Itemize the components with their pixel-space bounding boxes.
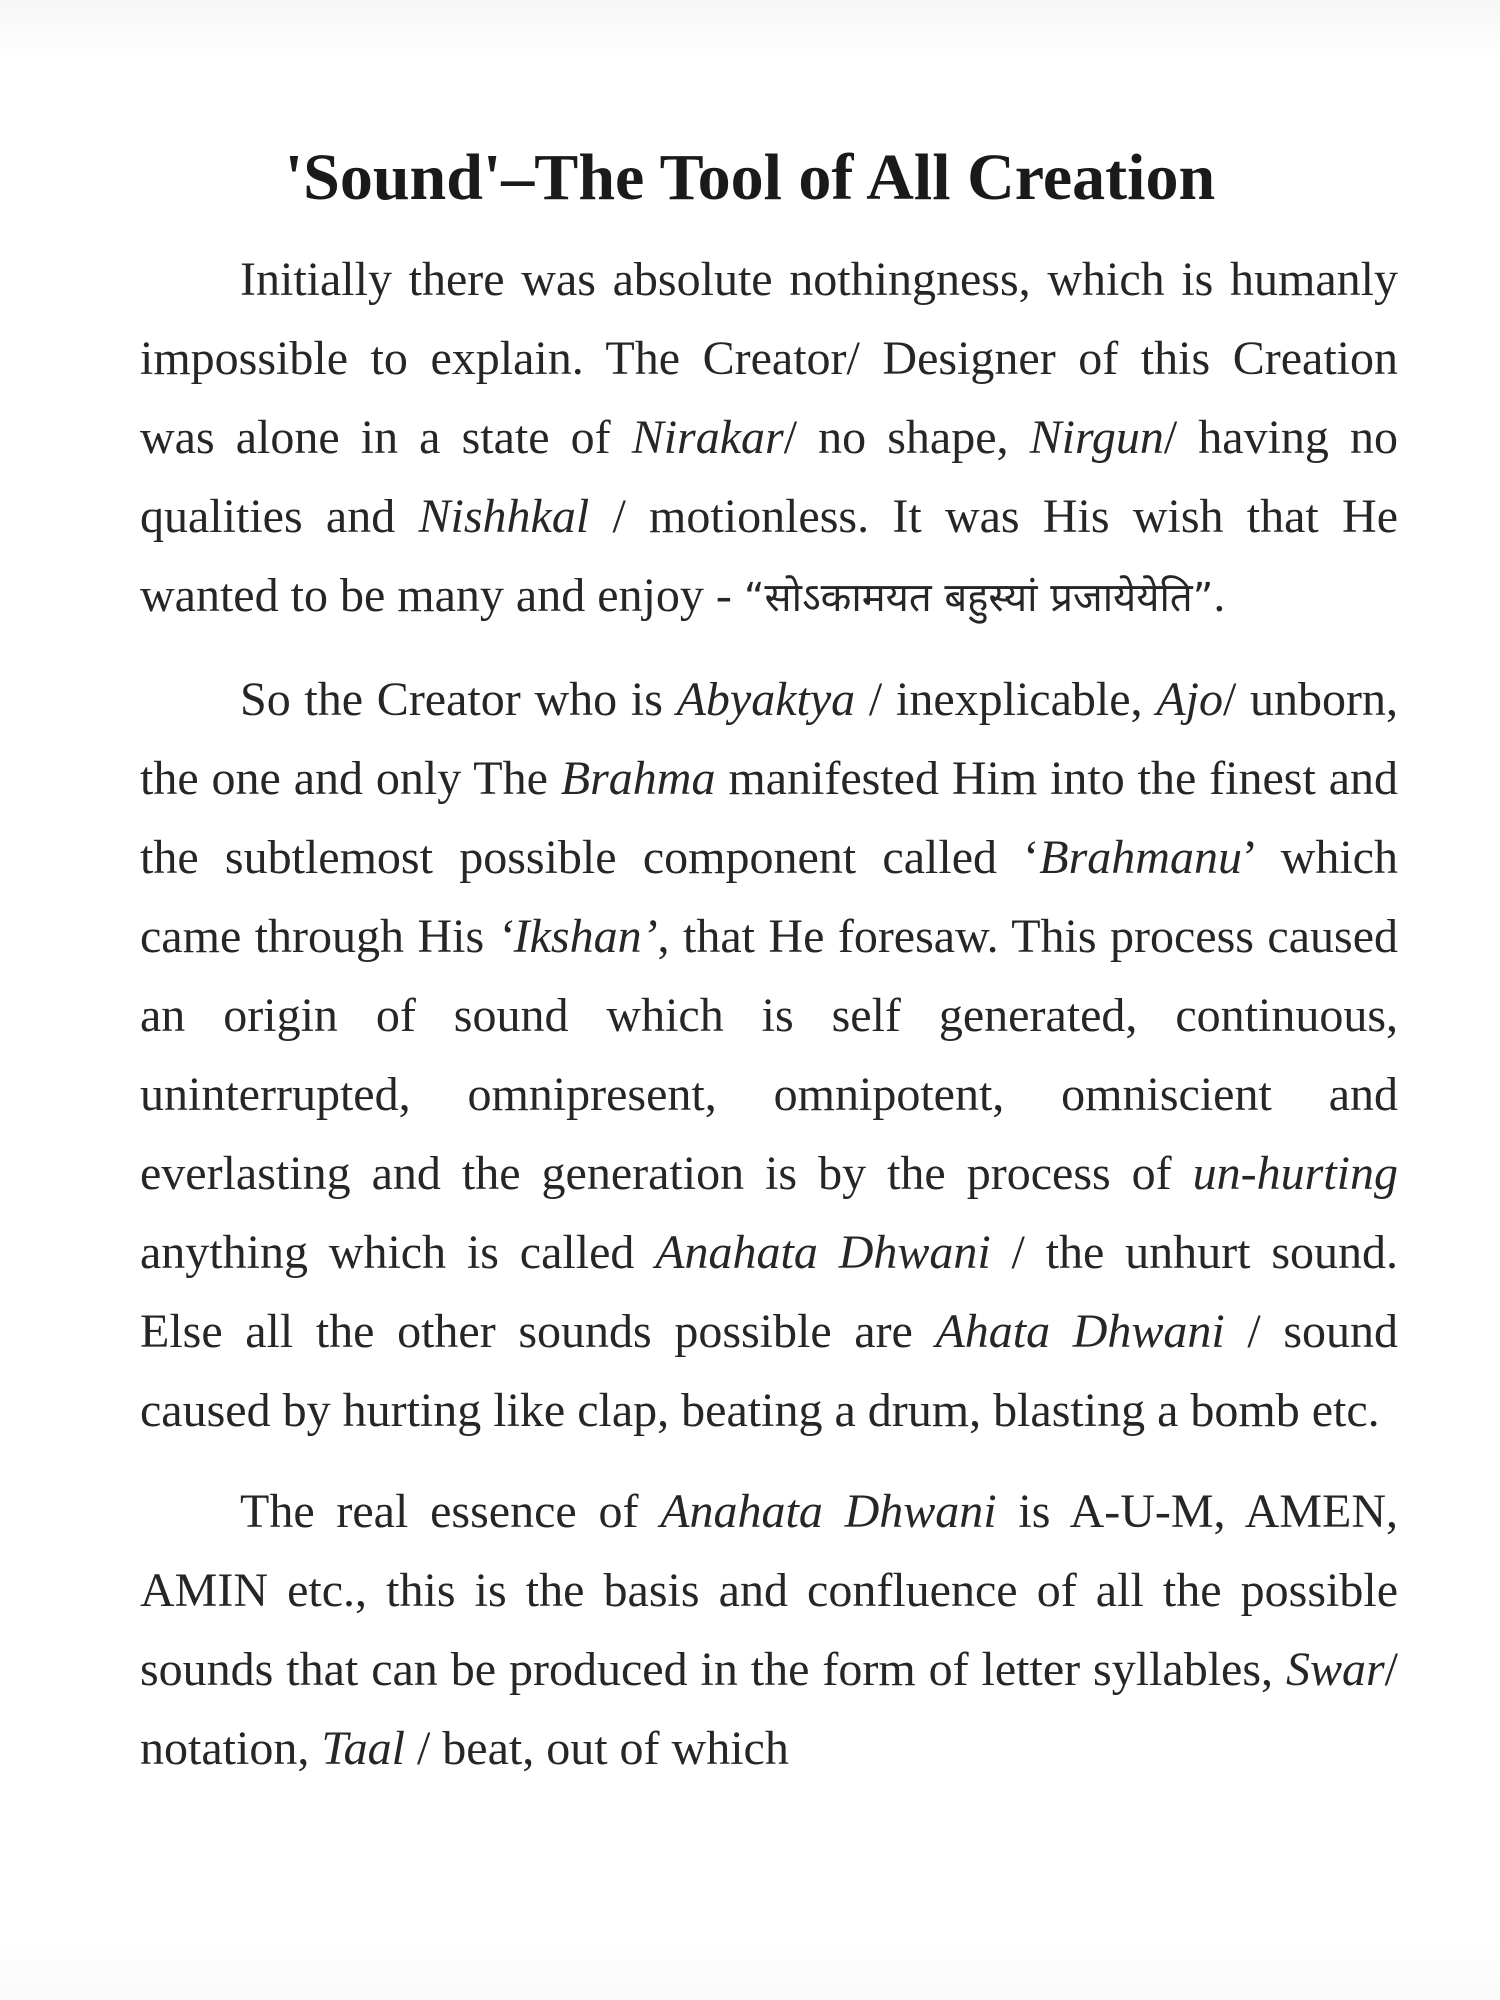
italic-term: Taal	[321, 1722, 405, 1775]
paragraph	[140, 660, 1398, 1450]
text-run: is A-U-M, AMEN, AMIN etc., this is the basis and confluence of all the possible sounds that can be produced in the form of letter syllables,	[140, 1485, 1398, 1696]
text-run: / having no qualities and	[140, 411, 1399, 543]
italic-term: Anahata Dhwani	[660, 1485, 997, 1538]
text-run: / beat, out of which	[404, 1722, 789, 1775]
page-title: 'Sound'–The Tool of All Creation	[284, 141, 1216, 214]
italic-term: Nirgun	[1029, 411, 1164, 464]
text-run: / inexplicable,	[855, 673, 1157, 726]
italic-term: un-hurting	[1192, 1147, 1398, 1200]
text-run: anything which is called	[140, 1226, 656, 1279]
text-run: / sound caused by hurting like clap, beating a drum, blasting a bomb etc.	[140, 1305, 1399, 1437]
italic-term: Nishhkal	[418, 490, 590, 543]
text-run: / the unhurt sound. Else all the other sounds possible are	[140, 1226, 1398, 1358]
text-run: So the Creator who is	[240, 673, 677, 726]
text-run: / notation,	[140, 1643, 1398, 1775]
paragraph	[140, 240, 1398, 638]
italic-term: ‘Ikshan’	[497, 910, 658, 963]
sanskrit-quote: “सोऽकामयत बहुस्यां प्रजायेयेति”	[743, 575, 1214, 621]
text-run: / motionless. It was His wish that He wanted to be many and enjoy -	[140, 490, 1399, 622]
italic-term: Brahma	[560, 752, 716, 805]
text-run: .	[1213, 569, 1226, 622]
body-text	[140, 240, 1398, 1788]
italic-term: Swar	[1285, 1643, 1385, 1696]
italic-term: Abyaktya	[676, 673, 856, 726]
paragraph	[140, 1472, 1398, 1788]
text-run: / unborn, the one and only The	[140, 673, 1398, 805]
italic-term: Ajo	[1156, 673, 1223, 726]
text-run: / no shape,	[783, 411, 1030, 464]
italic-term: Anahata Dhwani	[655, 1226, 991, 1279]
text-run: The real essence of	[240, 1485, 661, 1538]
italic-term: Ahata Dhwani	[935, 1305, 1225, 1358]
italic-term: Nirakar	[631, 411, 784, 464]
italic-term: Brahmanu	[1039, 831, 1242, 884]
text-run: manifested Him into the finest and the subtlemost possible component called ‘	[140, 752, 1398, 884]
text-run: ’ which came through His	[140, 831, 1398, 963]
text-run: Initially there was absolute nothingness, which is humanly impossible to explain. The Creator/ Designer of this Creation was alone in a state of	[140, 253, 1398, 464]
text-run: , that He foresaw. This process caused an origin of sound which is self generated, continuous, uninterrupted, omnipresent, omnipotent, omniscient and everlasting and the generation is by the process of	[140, 910, 1399, 1200]
